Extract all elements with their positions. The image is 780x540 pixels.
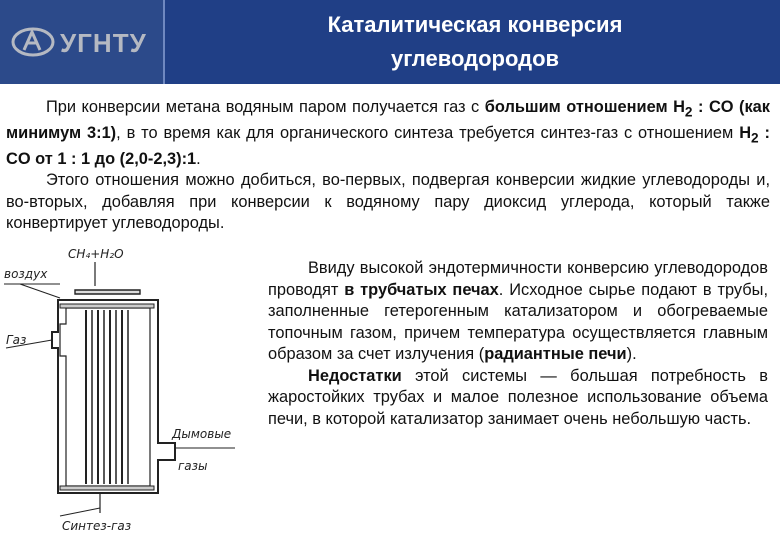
furnace-outer-wall — [52, 300, 175, 493]
body-p3-bold-1: в трубчатых печах — [344, 280, 499, 299]
intro-p1-bold-2-text: H — [739, 123, 752, 142]
slide-title — [170, 8, 780, 76]
intro-p1-subscript-2: 2 — [751, 130, 759, 146]
body-paragraph-3 — [268, 258, 768, 366]
logo-text: УГНТУ — [60, 28, 147, 58]
tube-furnace-diagram — [0, 238, 265, 540]
body-p3-bold-2: радиантные печи — [484, 345, 627, 363]
slide-header — [0, 0, 780, 84]
diagram-label-flue-2: газы — [178, 459, 208, 473]
intro-text — [6, 97, 770, 235]
intro-p1-text-3: . — [196, 149, 201, 168]
intro-p1-bold-2-tail: : CO от 1 : 1 до (2,0-2,3):1 — [6, 123, 770, 168]
body-paragraph-4 — [268, 366, 768, 431]
header-divider — [163, 0, 165, 84]
title-line-1: Каталитическая конверсия — [327, 12, 623, 37]
intro-p1-bold-1-text: большим отношением H — [484, 98, 685, 116]
top-header-box — [75, 290, 140, 294]
diagram-label-feed: CH₄+H₂O — [68, 247, 124, 261]
body-p4-text-1: этой системы — большая потребность в жаростойких трубах и малое полезное использование объема печи, в которой катализатор занимает очень небольшую часть. — [268, 366, 768, 428]
top-tube-sheet — [60, 304, 154, 308]
syngas-arrow — [60, 508, 100, 516]
diagram-label-syngas: Синтез-газ — [62, 519, 132, 533]
catalyst-tubes — [86, 310, 128, 484]
university-emblem-icon — [10, 26, 56, 58]
intro-p1-text-2: , в то время как для органического синтеза требуется синтез-газ с отношением — [116, 123, 740, 142]
air-arrow — [20, 284, 60, 298]
intro-p1-bold-1-tail: : CO (как минимум 3:1) — [6, 98, 771, 142]
body-text — [268, 258, 768, 430]
diagram-label-gas: Газ — [6, 333, 27, 347]
bottom-tube-sheet — [60, 486, 154, 490]
body-p4-bold-1: Недостатки — [308, 366, 402, 385]
diagram-label-air: воздух — [4, 267, 48, 281]
intro-p1-subscript-1: 2 — [684, 104, 693, 120]
furnace-inner-wall — [60, 308, 150, 486]
intro-paragraph-2: Этого отношения можно добиться, во-первых, подвергая конверсии жидкие углеводороды и, во-вторых, добавляя при конверсии к водяному пару диоксид углерода, который также конвертирует углеводороды. — [6, 171, 770, 233]
body-p3-text-1: Ввиду высокой эндотермичности конверсию углеводородов проводят — [268, 259, 768, 299]
body-p3-text-3: ). — [626, 345, 637, 363]
intro-p1-text-1: При конверсии метана водяным паром получается газ с — [46, 98, 485, 116]
body-p3-text-2: . Исходное сырье подают в трубы, заполненные гетерогенным катализатором и обогреваемые топочным газом, причем температура осуществляется главным образом за счет излучения ( — [268, 280, 768, 363]
intro-paragraph-1 — [6, 97, 770, 170]
diagram-label-flue-1: Дымовые — [172, 427, 232, 441]
title-line-2: углеводородов — [390, 46, 560, 71]
